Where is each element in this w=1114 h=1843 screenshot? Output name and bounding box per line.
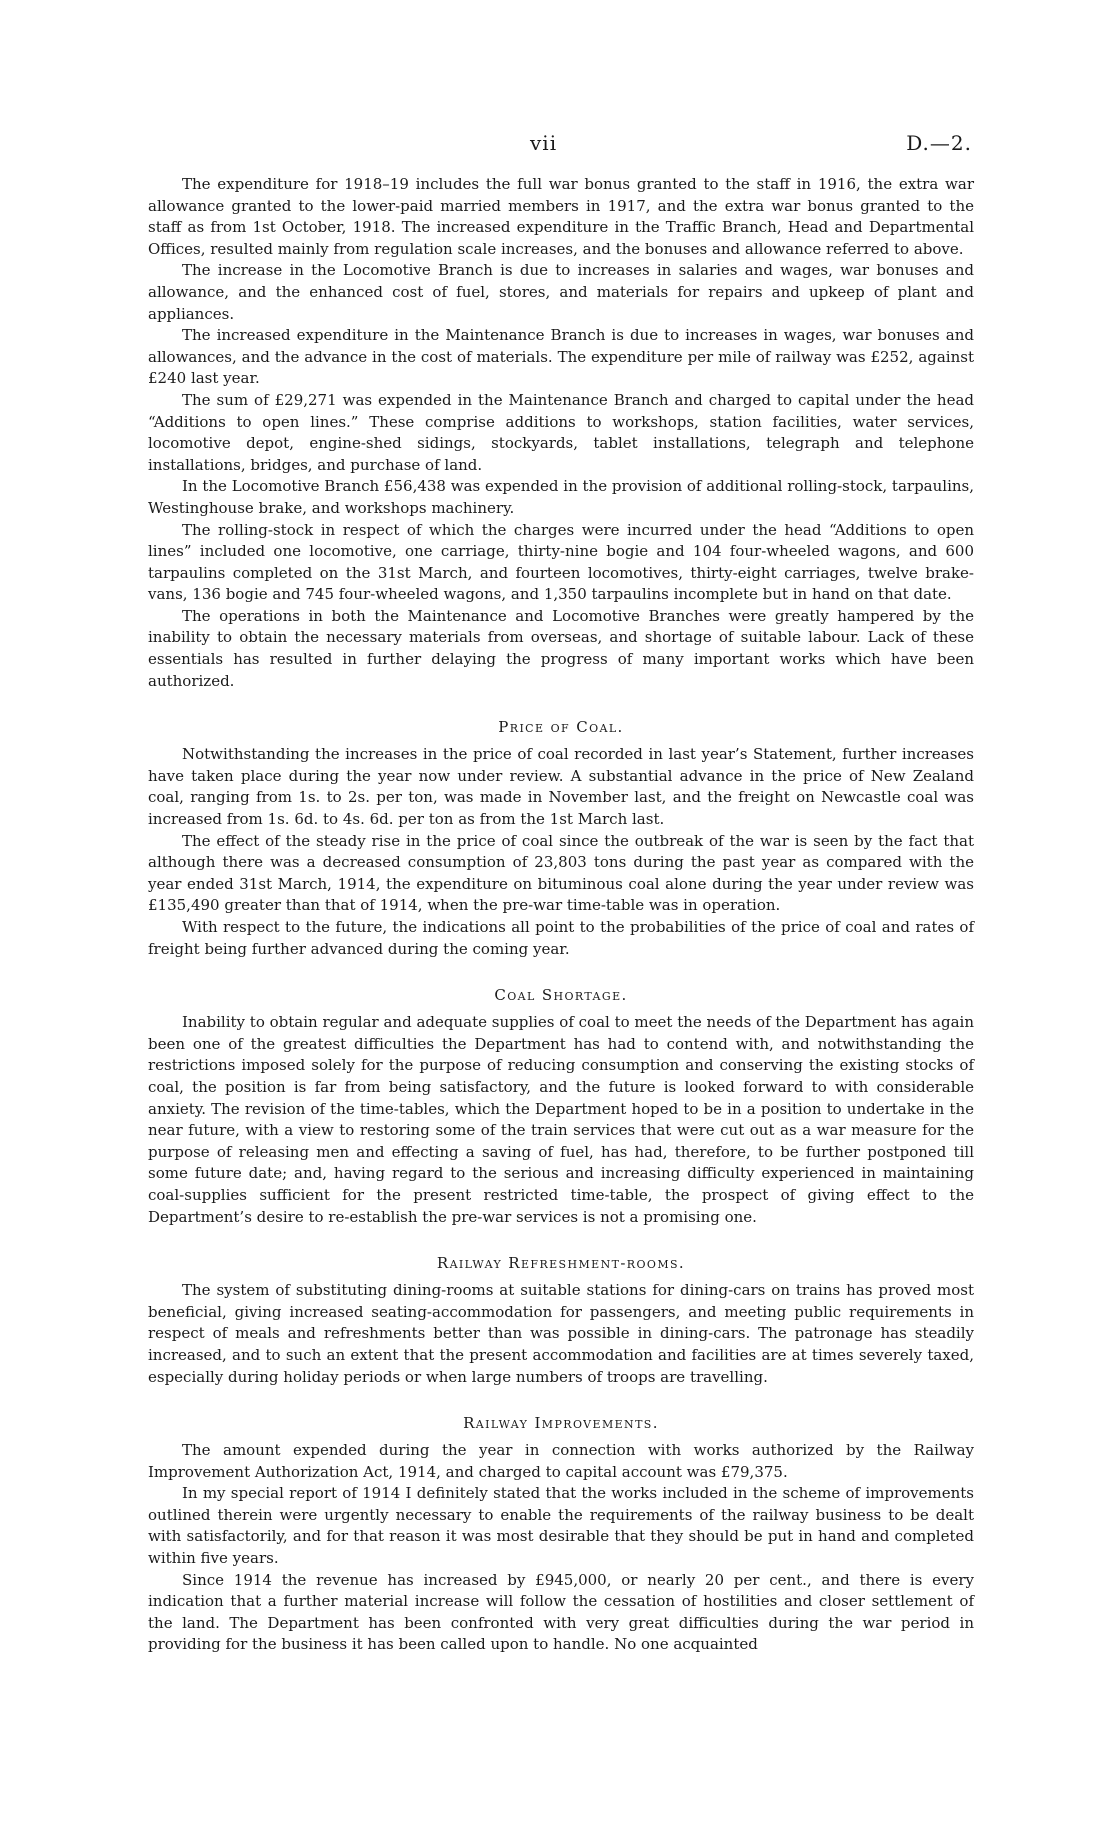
- section-heading-coal-shortage: Coal Shortage.: [494, 986, 628, 1005]
- paragraph: The operations in both the Maintenance and Locomotive Branches were greatly hampered by the inability to obtain the necessary materials from overseas, and shortage of suitable labour. Lack of these essentials has resulted in further delaying the progress of many important works which have been authorized.: [148, 606, 974, 690]
- page-number: vii: [530, 131, 558, 155]
- paragraph: The amount expended during the year in connection with works authorized by the Railway Improvement Authorization Act, 1914, and charged to capital account was £79,375.: [148, 1441, 974, 1481]
- document-body: [148, 174, 974, 1656]
- paragraph: The system of substituting dining-rooms at suitable stations for dining-cars on trains has proved most beneficial, giving increased seating-accommodation for passengers, and meeting public requirements in respect of meals and refreshments better than was possible in dining-cars. The patronage has steadily increased, and to such an extent that the present accommodation and facilities are at times severely taxed, especially during holiday periods or when large numbers of troops are travelling.: [148, 1281, 974, 1386]
- paragraph: The expenditure for 1918–19 includes the full war bonus granted to the staff in 1916, the extra war allowance granted to the lower-paid married members in 1917, and the extra war bonus granted to the staff as from 1st October, 1918. The increased expenditure in the Traffic Branch, Head and Departmental Offices, resulted mainly from regulation scale increases, and the bonuses and allowance referred to above.: [148, 175, 974, 258]
- paragraph: The rolling-stock in respect of which the charges were incurred under the head “Additions to open lines” included one locomotive, one carriage, thirty-nine bogie and 104 four-wheeled wagons, and 600 tarpaulins completed on the 31st March, and fourteen locomotives, thirty-eight carriages, twelve brake-vans, 136 bogie and 745 four-wheeled wagons, and 1,350 tarpaulins incomplete but in hand on that date.: [148, 520, 974, 604]
- document-id: D.—2.: [906, 131, 972, 155]
- paragraph: Notwithstanding the increases in the price of coal recorded in last year’s Statement, further increases have taken place during the year now under review. A substantial advance in the price of New Zealand coal, ranging from 1s. to 2s. per ton, was made in November last, and the freight on Newcastle coal was increased from 1s. 6d. to 4s. 6d. per ton as from the 1st March last.: [148, 745, 974, 829]
- paragraph: The sum of £29,271 was expended in the Maintenance Branch and charged to capital under the head “Additions to open lines.” These comprise additions to workshops, station facilities, water services, locomotive depot, engine-shed sidings, stockyards, tablet installations, telegraph and telephone installations, bridges, and purchase of land.: [148, 390, 974, 474]
- paragraph: Inability to obtain regular and adequate supplies of coal to meet the needs of the Department has again been one of the greatest difficulties the Department has had to contend with, and notwithstanding the restrictions imposed solely for the purpose of reducing consumption and conserving the existing stocks of coal, the position is far from being satisfactory, and the future is looked forward to with considerable anxiety. The revision of the time-tables, which the Department hoped to be in a position to undertake in the near future, with a view to restoring some of the train services that were cut out as a war measure for the purpose of releasing men and effecting a saving of fuel, has had, therefore, to be further postponed till some future date; and, having regard to the serious and increasing difficulty experienced in maintaining coal-supplies sufficient for the present restricted time-table, the prospect of giving effect to the Department’s desire to re-establish the pre-war services is not a promising one.: [148, 1013, 974, 1226]
- paragraph: The increased expenditure in the Maintenance Branch is due to increases in wages, war bonuses and allowances, and the advance in the cost of materials. The expenditure per mile of railway was £252, against £240 last year.: [148, 326, 974, 388]
- paragraph: In the Locomotive Branch £56,438 was expended in the provision of additional rolling-stock, tarpaulins, Westinghouse brake, and workshops machinery.: [148, 477, 974, 517]
- paragraph: In my special report of 1914 I definitely stated that the works included in the scheme of improvements outlined therein were urgently necessary to enable the requirements of the railway business to be dealt with satisfactorily, and for that reason it was most desirable that they should be put in hand and completed within five years.: [148, 1484, 974, 1568]
- paragraph: With respect to the future, the indications all point to the probabilities of the price of coal and rates of freight being further advanced during the coming year.: [148, 918, 974, 958]
- section-heading-railway-improvements: Railway Improvements.: [463, 1414, 659, 1433]
- section-heading-refreshment-rooms: Railway Refreshment-rooms.: [436, 1254, 686, 1273]
- paragraph: The increase in the Locomotive Branch is due to increases in salaries and wages, war bonuses and allowance, and the enhanced cost of fuel, stores, and materials for repairs and upkeep of plant and appliances.: [148, 261, 974, 323]
- paragraph: Since 1914 the revenue has increased by £945,000, or nearly 20 per cent., and there is every indication that a further material increase will follow the cessation of hostilities and closer settlement of the land. The Department has been confronted with very great difficulties during the war period in providing for the business it has been called upon to handle. No one acquainted: [148, 1570, 974, 1654]
- paragraph: The effect of the steady rise in the price of coal since the outbreak of the war is seen by the fact that although there was a decreased consumption of 23,803 tons during the past year as compared with the year ended 31st March, 1914, the expenditure on bituminous coal alone during the year under review was £135,490 greater than that of 1914, when the pre-war time-table was in operation.: [148, 831, 974, 915]
- section-heading-price-of-coal: Price of Coal.: [498, 718, 624, 737]
